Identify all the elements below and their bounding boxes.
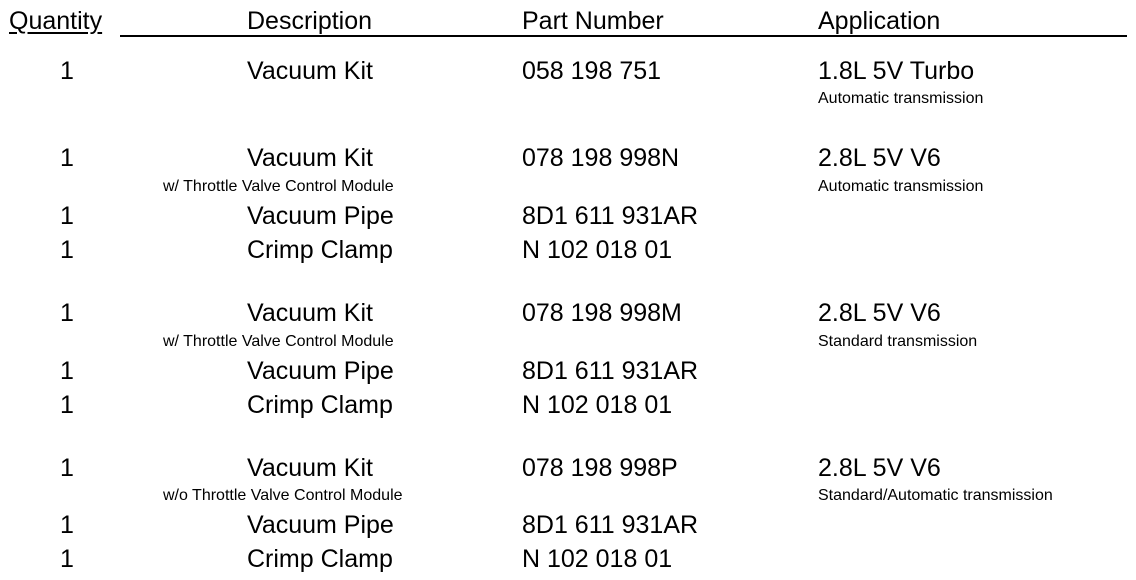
- row-quantity: 1: [60, 236, 74, 264]
- row-application-note: Standard/Automatic transmission: [818, 487, 1053, 504]
- header-application: Application: [818, 7, 941, 35]
- row-quantity: 1: [60, 57, 74, 85]
- row-application-note: Automatic transmission: [818, 90, 984, 107]
- row-description: Crimp Clamp: [247, 545, 393, 573]
- row-quantity: 1: [60, 202, 74, 230]
- row-description: Vacuum Pipe: [247, 357, 394, 385]
- row-description-note: w/ Throttle Valve Control Module: [163, 333, 394, 350]
- row-description: Vacuum Kit: [247, 454, 373, 482]
- row-part-number: 8D1 611 931AR: [522, 511, 699, 539]
- row-part-number: N 102 018 01: [522, 545, 673, 573]
- row-part-number: 078 198 998N: [522, 144, 680, 172]
- row-quantity: 1: [60, 391, 74, 419]
- row-application: 1.8L 5V Turbo: [818, 57, 975, 85]
- row-application-note: Automatic transmission: [818, 178, 984, 195]
- row-part-number: 8D1 611 931AR: [522, 202, 699, 230]
- row-quantity: 1: [60, 357, 74, 385]
- row-description: Vacuum Kit: [247, 144, 373, 172]
- header-part-number: Part Number: [522, 7, 664, 35]
- row-description-note: w/o Throttle Valve Control Module: [163, 487, 403, 504]
- row-application: 2.8L 5V V6: [818, 454, 941, 482]
- row-part-number: N 102 018 01: [522, 236, 673, 264]
- row-description: Crimp Clamp: [247, 391, 393, 419]
- row-application: 2.8L 5V V6: [818, 299, 941, 327]
- row-description: Vacuum Pipe: [247, 511, 394, 539]
- row-quantity: 1: [60, 144, 74, 172]
- row-application-note: Standard transmission: [818, 333, 978, 350]
- row-description-note: w/ Throttle Valve Control Module: [163, 178, 394, 195]
- row-quantity: 1: [60, 454, 74, 482]
- header-quantity: Quantity: [9, 7, 103, 35]
- row-part-number: 058 198 751: [522, 57, 662, 85]
- row-description: Crimp Clamp: [247, 236, 393, 264]
- row-description: Vacuum Kit: [247, 299, 373, 327]
- row-part-number: 8D1 611 931AR: [522, 357, 699, 385]
- row-part-number: N 102 018 01: [522, 391, 673, 419]
- row-quantity: 1: [60, 511, 74, 539]
- header-rule: [120, 35, 1127, 37]
- row-description: Vacuum Pipe: [247, 202, 394, 230]
- row-part-number: 078 198 998M: [522, 299, 682, 327]
- row-part-number: 078 198 998P: [522, 454, 678, 482]
- row-description: Vacuum Kit: [247, 57, 373, 85]
- row-quantity: 1: [60, 545, 74, 573]
- row-quantity: 1: [60, 299, 74, 327]
- header-description: Description: [247, 7, 373, 35]
- row-application: 2.8L 5V V6: [818, 144, 941, 172]
